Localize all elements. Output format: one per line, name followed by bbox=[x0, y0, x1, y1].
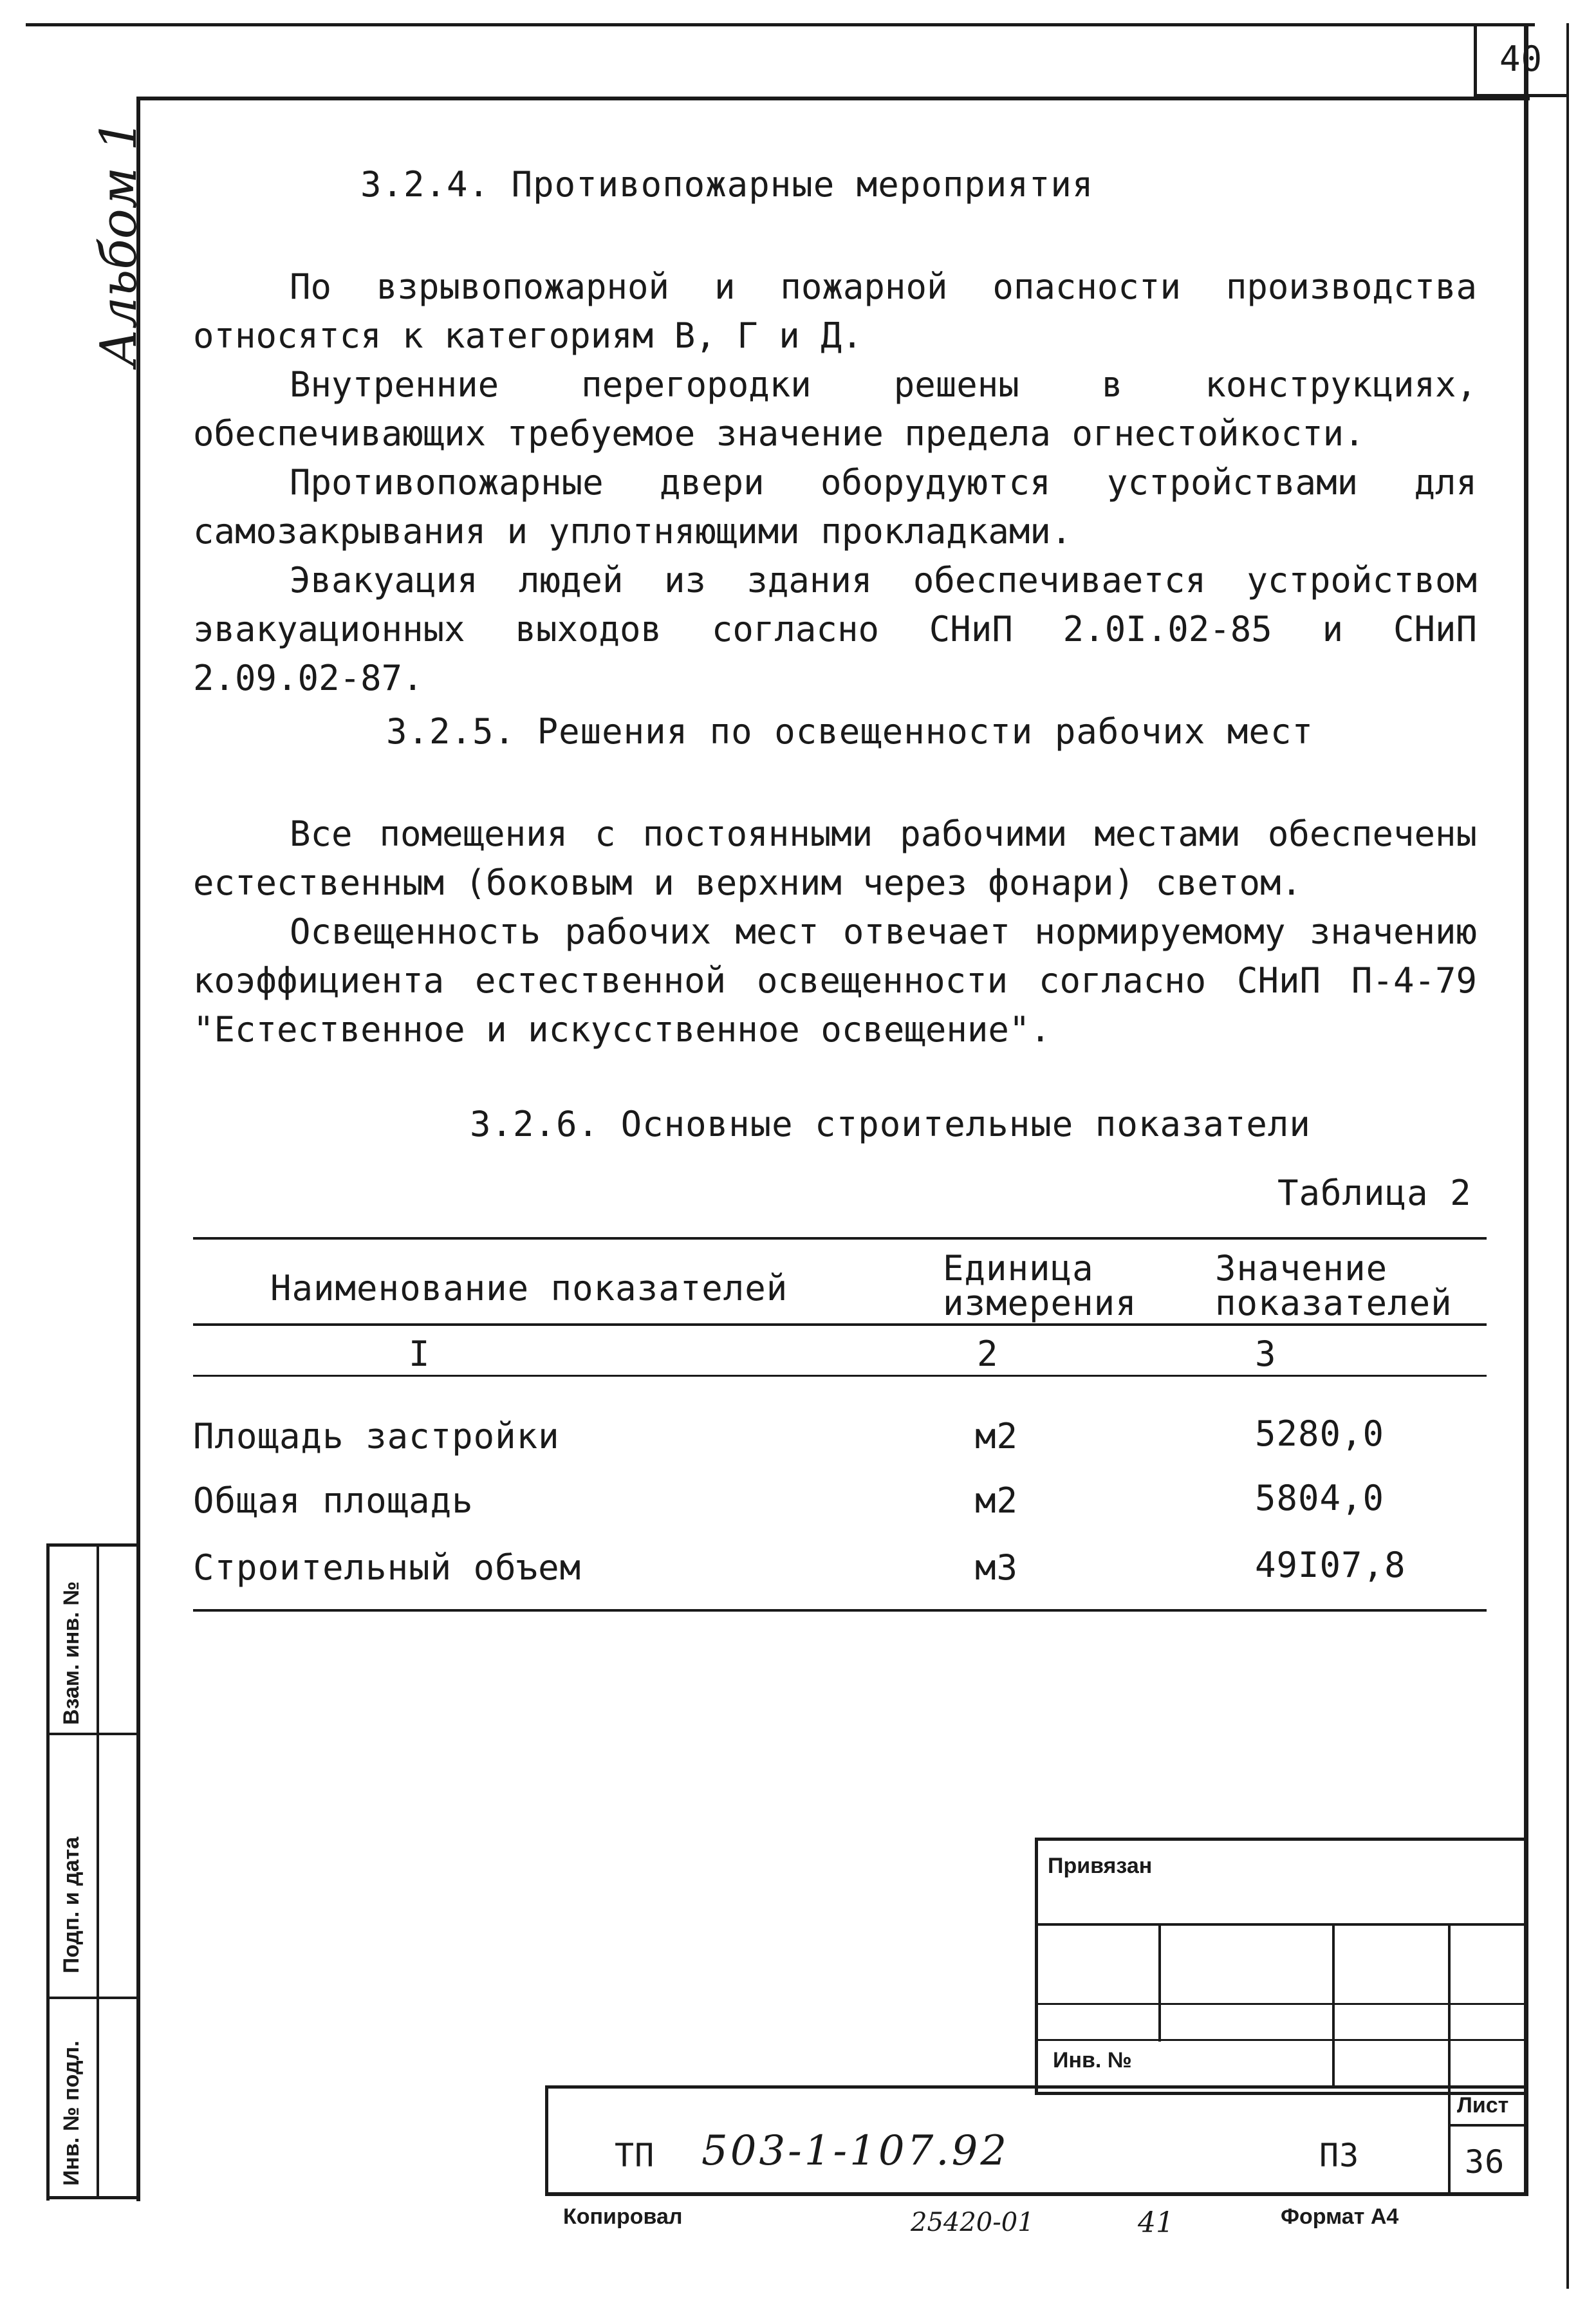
footer-format: Формат А4 bbox=[1281, 2204, 1399, 2229]
frame-bottom bbox=[545, 2192, 1528, 2196]
table-header-value-text: Значение показателей bbox=[1215, 1248, 1452, 1323]
footer-page: 41 bbox=[1138, 2206, 1174, 2239]
frame-right-outer bbox=[1566, 23, 1569, 2289]
paragraph-evacuation: Эвакуация людей из здания обеспечивается устройством эвакуационных выходов согласно СНиП 2.0I.02-85 и СНиП 2.09.02-87. bbox=[193, 560, 1477, 698]
code-prefix: ТП bbox=[615, 2137, 655, 2174]
table-rule-numbers bbox=[193, 1375, 1487, 1377]
table-header-unit bbox=[943, 1248, 1137, 1323]
table-row-1-value: 5280,0 bbox=[1255, 1413, 1385, 1454]
table-row-2-name: Общая площадь bbox=[193, 1480, 474, 1521]
table-colnum-2: 2 bbox=[977, 1334, 999, 1374]
side-label-inv: Инв. № подл. bbox=[59, 2040, 84, 2186]
table-row-3-unit: м3 bbox=[975, 1547, 1019, 1588]
table-row-2-unit: м2 bbox=[975, 1480, 1019, 1521]
privyazan-vline-3 bbox=[1448, 1923, 1451, 2196]
heading-3-2-6: 3.2.6. Основные строительные показатели bbox=[470, 1104, 1311, 1144]
privyazan-hline-3 bbox=[1035, 2039, 1524, 2041]
album-label: Альбом 1 bbox=[90, 119, 148, 367]
paragraph-natural-light: Все помещения с постоянными рабочими местами обеспечены естественным (боковым и верхним через фонари) светом. bbox=[193, 814, 1477, 903]
privyazan-hline-1 bbox=[1035, 1923, 1524, 1926]
title-block-left bbox=[545, 2085, 548, 2196]
table-caption: Таблица 2 bbox=[1277, 1173, 1472, 1213]
footer-number: 25420-01 bbox=[911, 2208, 1034, 2237]
document-code: 503-1-107.92 bbox=[701, 2127, 1010, 2175]
paragraph-partitions: Внутренние перегородки решены в конструкциях, обеспечивающих требуемое значение предела огнестойкости. bbox=[193, 364, 1477, 454]
side-cell-podp bbox=[46, 1735, 98, 1997]
side-cell-inv bbox=[46, 1999, 98, 2196]
top-rule bbox=[26, 23, 1535, 26]
table-row-1-unit: м2 bbox=[975, 1416, 1019, 1457]
table-rule-mid bbox=[193, 1323, 1487, 1326]
heading-3-2-5: 3.2.5. Решения по освещенности рабочих мест bbox=[386, 711, 1313, 752]
table-row-3-value: 49I07,8 bbox=[1255, 1545, 1406, 1585]
table-colnum-3: 3 bbox=[1255, 1334, 1277, 1374]
side-label-podp: Подп. и дата bbox=[59, 1836, 84, 1973]
inv-no-label: Инв. № bbox=[1053, 2048, 1132, 2072]
list-number: 36 bbox=[1465, 2143, 1505, 2181]
table-row-1-name: Площадь застройки bbox=[193, 1416, 560, 1457]
footer-copied: Копировал bbox=[563, 2204, 683, 2229]
table-colnum-1: I bbox=[409, 1334, 431, 1374]
table-row-2-value: 5804,0 bbox=[1255, 1478, 1385, 1518]
heading-3-2-4: 3.2.4. Противопожарные мероприятия bbox=[360, 164, 1094, 205]
document-type: ПЗ bbox=[1319, 2137, 1360, 2174]
table-rule-bottom bbox=[193, 1609, 1487, 1612]
privyazan-hline-2 bbox=[1035, 2003, 1524, 2005]
table-header-unit-text: Единица измерения bbox=[943, 1248, 1137, 1323]
table-rule-top bbox=[193, 1237, 1487, 1240]
privyazan-vline-2 bbox=[1332, 1923, 1335, 2085]
privyazan-vline-1 bbox=[1158, 1923, 1161, 2042]
paragraph-illumination: Освещенность рабочих мест отвечает нормируемому значению коэффициента естественной освещенности согласно СНиП П-4-79 "Естественное и искусственное освещение". bbox=[193, 911, 1477, 1050]
page-number-top: 40 bbox=[1499, 39, 1543, 79]
table-header-name: Наименование показателей bbox=[270, 1268, 788, 1309]
list-separator bbox=[1448, 2124, 1528, 2127]
privyazan-label: Привязан bbox=[1048, 1854, 1153, 1878]
table-row-3-name: Строительный объем bbox=[193, 1547, 582, 1588]
title-block-top bbox=[545, 2085, 1528, 2089]
paragraph-fire-category: По взрывопожарной и пожарной опасности производства относятся к категориям В, Г и Д. bbox=[193, 266, 1477, 356]
side-cell-vzam bbox=[46, 1545, 98, 1733]
frame-top bbox=[138, 97, 1530, 100]
table-header-value bbox=[1215, 1248, 1466, 1323]
paragraph-fire-doors: Противопожарные двери оборудуются устройствами для самозакрывания и уплотняющими прокладками. bbox=[193, 462, 1477, 552]
side-label-vzam: Взам. инв. № bbox=[59, 1581, 84, 1725]
list-label: Лист bbox=[1457, 2093, 1509, 2118]
